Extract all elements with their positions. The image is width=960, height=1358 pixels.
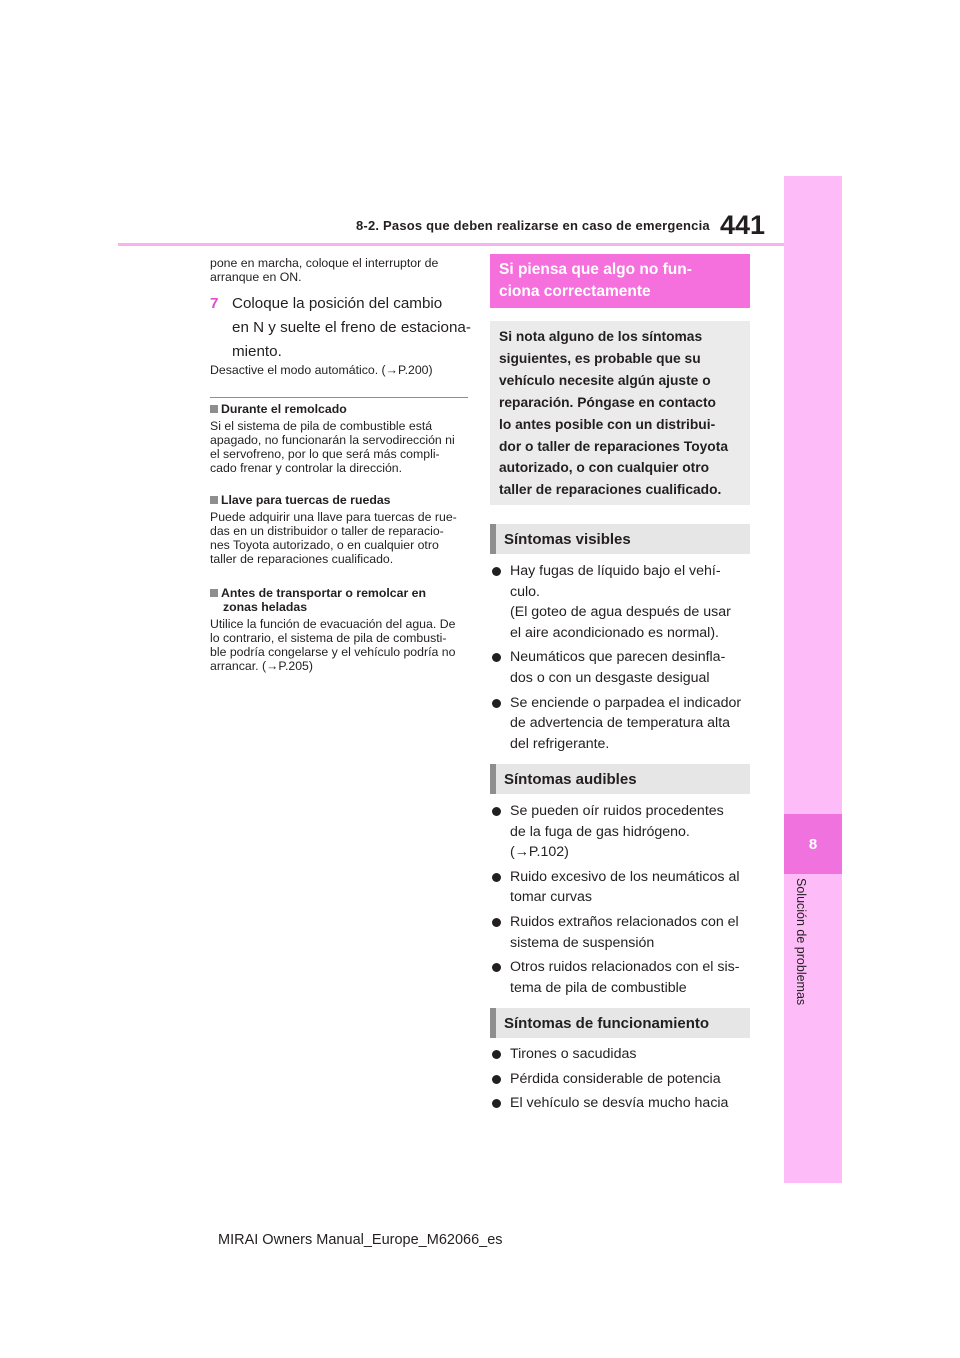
list-item: Se enciende o parpadea el indicador de advertencia de temperatura alta del refrigerante.: [490, 693, 752, 755]
text-line: apagado, no funcionarán la servodirección ni: [210, 433, 455, 447]
side-tab-chapter-number: 8: [784, 814, 842, 874]
note-title: Llave para tuercas de ruedas: [221, 493, 391, 507]
text-line: nes Toyota autorizado, o en cualquier otro: [210, 538, 439, 552]
side-tab: [784, 176, 842, 1183]
step-7: [210, 292, 472, 364]
list-item: El vehículo se desvía mucho hacia: [490, 1093, 752, 1114]
note-frozen-areas: [210, 586, 472, 673]
section-heading-operation: Síntomas de funcionamiento: [490, 1008, 750, 1038]
visible-symptoms-list: [490, 561, 752, 758]
chapter-title: 8-2. Pasos que deben realizarse en caso de emergencia: [356, 218, 710, 233]
text-line: Si el sistema de pila de combustible está: [210, 419, 433, 433]
note-title: Antes de transportar o remolcar en: [221, 586, 427, 600]
main-heading: [490, 254, 750, 308]
text-line: el servofreno, por lo que será más compli-: [210, 447, 440, 461]
intro-text: [210, 256, 472, 284]
operation-symptoms-list: [490, 1044, 752, 1118]
footer-manual-id: MIRAI Owners Manual_Europe_M62066_es: [218, 1232, 503, 1248]
intro-box: [490, 321, 750, 505]
text-line: siguientes, es probable que su: [499, 350, 701, 366]
heading-line: ciona correctamente: [499, 283, 651, 300]
list-item: Neumáticos que parecen desinfla- dos o con un desgaste desigual: [490, 647, 752, 688]
text-line: ble podría congelarse y el vehículo podría no: [210, 645, 456, 659]
header-rule: [118, 243, 784, 246]
square-bullet-icon: [210, 496, 218, 504]
text-line: arranque en ON.: [210, 270, 302, 284]
text-line: vehículo necesite algún ajuste o: [499, 372, 711, 388]
text-line: miento.: [232, 343, 282, 360]
note-towing: [210, 402, 472, 475]
list-item: Otros ruidos relacionados con el sis- tema de pila de combustible: [490, 957, 752, 998]
note-title-continued: zonas heladas: [223, 600, 308, 614]
text-line: taller de reparaciones cualificado.: [499, 482, 722, 498]
section-heading-audible: Síntomas audibles: [490, 764, 750, 794]
text-line: en N y suelte el freno de estaciona-: [232, 319, 471, 336]
side-tab-chapter-label: Solución de problemas: [794, 878, 808, 1006]
text-line: lo antes posible con un distribui-: [499, 416, 716, 432]
note-title: Durante el remolcado: [221, 402, 347, 416]
text-line: pone en marcha, coloque el interruptor de: [210, 256, 439, 270]
text-line: Si nota alguno de los síntomas: [499, 329, 703, 344]
list-item: Ruido excesivo de los neumáticos al tomar curvas: [490, 867, 752, 908]
heading-line: Si piensa que algo no fun-: [499, 261, 692, 278]
square-bullet-icon: [210, 589, 218, 597]
list-item: Se pueden oír ruidos procedentes de la fuga de gas hidrógeno. (→P.102): [490, 801, 752, 863]
text-line: Utilice la función de evacuación del agua. De: [210, 617, 456, 631]
square-bullet-icon: [210, 405, 218, 413]
text-line: Puede adquirir una llave para tuercas de rue-: [210, 510, 457, 524]
note-wheel-nut-wrench: [210, 493, 472, 566]
list-item: Tirones o sacudidas: [490, 1044, 752, 1065]
text-line: taller de reparaciones cualificado.: [210, 552, 394, 566]
step-number: 7: [210, 295, 219, 312]
text-line: dor o taller de reparaciones Toyota: [499, 438, 728, 454]
audible-symptoms-list: [490, 801, 752, 1002]
text-line: lo contrario, el sistema de pila de combusti-: [210, 631, 447, 645]
list-item: Hay fugas de líquido bajo el vehí- culo. (El goteo de agua después de usar el aire acondicionado es normal).: [490, 561, 752, 643]
text-line: arrancar. (→P.205): [210, 659, 313, 673]
section-heading-visible: Síntomas visibles: [490, 524, 750, 554]
text-line: reparación. Póngase en contacto: [499, 394, 716, 410]
step-note: Desactive el modo automático. (→P.200): [210, 363, 433, 377]
text-line: cado frenar y controlar la dirección.: [210, 461, 403, 475]
text-line: autorizado, o con cualquier otro: [499, 460, 710, 476]
text-line: das en un distribuidor o taller de reparacio-: [210, 524, 444, 538]
list-item: Ruidos extraños relacionados con el sistema de suspensión: [490, 912, 752, 953]
text-line: Coloque la posición del cambio: [232, 295, 443, 312]
page-number: 441: [720, 210, 766, 240]
section-divider: [210, 397, 468, 398]
list-item: Pérdida considerable de potencia: [490, 1069, 752, 1090]
